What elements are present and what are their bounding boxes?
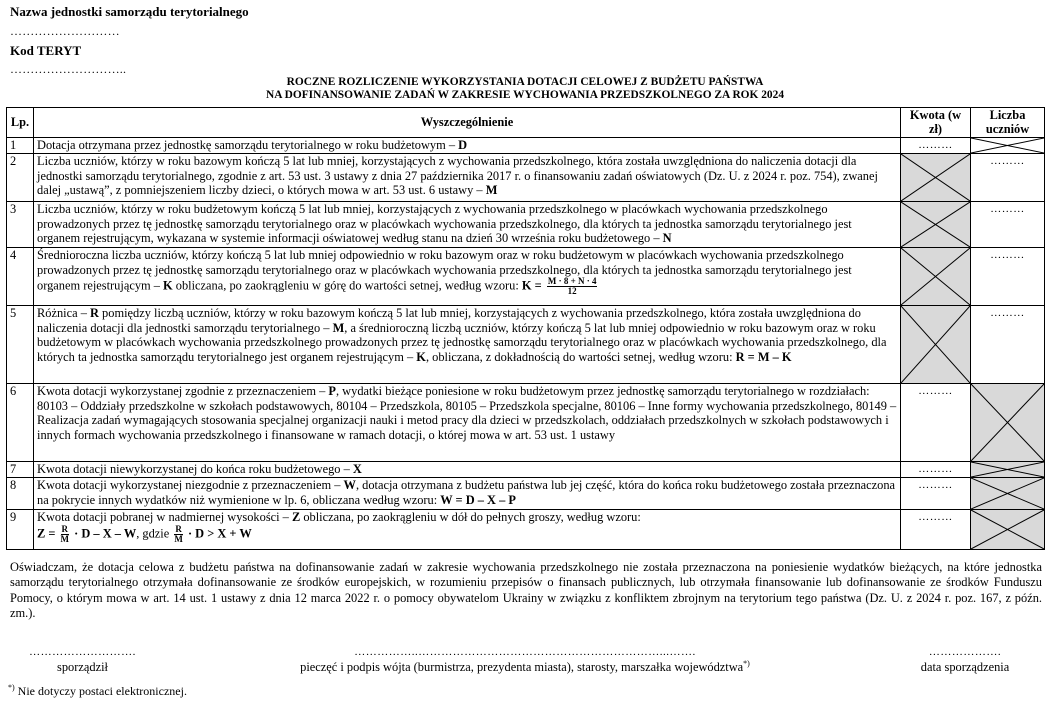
row-lp: 5 xyxy=(7,306,34,384)
table-row xyxy=(7,384,1045,462)
table-header-row xyxy=(7,108,1045,138)
crossed-out-cell xyxy=(901,248,971,306)
date-block xyxy=(905,645,1025,674)
footnote: *) Nie dotyczy postaci elektronicznej. xyxy=(8,683,187,698)
row-lp: 2 xyxy=(7,154,34,202)
col-desc-header: Wyszczególnienie xyxy=(34,108,901,138)
table-row xyxy=(7,138,1045,154)
count-field[interactable]: ……… xyxy=(971,202,1045,248)
date-label: data sporządzenia xyxy=(920,659,1010,674)
amount-field[interactable]: ……… xyxy=(901,478,971,510)
crossed-out-cell xyxy=(901,154,971,202)
table-row xyxy=(7,248,1045,306)
amount-field[interactable]: ……… xyxy=(901,462,971,478)
date-field[interactable]: ………………. xyxy=(928,646,1002,658)
row-lp: 7 xyxy=(7,462,34,478)
row-description: Liczba uczniów, którzy w roku bazowym kończą 5 lat lub mniej, korzystających z wychowania przedszkolnego, która została uwzględniona do naliczenia dotacji dla jednostki samorządu terytorialnego, zgodnie z art. 53 ust. 3 ustawy z dnia 27 października 2017 r. o finansowaniu zadań oświatowych (Dz. U. z 2024 r. poz. 754), zwanej dalej „ustawą”, z pomniejszeniem liczby dzieci, o których mowa w art. 53 ust. 6 ustawy – M xyxy=(34,154,901,202)
amount-field[interactable]: ……… xyxy=(901,138,971,154)
crossed-out-cell xyxy=(901,306,971,384)
col-lp-header: Lp. xyxy=(7,108,34,138)
table-row xyxy=(7,478,1045,510)
unit-name-field[interactable]: ……………………… xyxy=(10,24,120,38)
teryt-field[interactable]: ……………………….. xyxy=(10,62,127,76)
signature-block xyxy=(270,645,780,674)
row-lp: 9 xyxy=(7,510,34,550)
row-description: Kwota dotacji wykorzystanej zgodnie z przeznaczeniem – P, wydatki bieżące poniesione w roku budżetowym przez jednostkę samorządu terytorialnego w rozdziałach: 80103 – Oddziały przedszkolne w szkołach podstawowych, 80104 – Przedszkola, 80105 – Przedszkola specjalne, 80106 – Inne formy wychowania przedszkolnego, 80149 – Realizacja zadań wymagających stosowania specjalnej organizacji nauki i metod pracy dla dzieci w przedszkolach, oddziałach przedszkolnych w szkołach podstawowych i innych formach wychowania przedszkolnego i finansowane w ramach dotacji, o której mowa w art. 53 ust. 1 ustawy xyxy=(34,384,901,462)
row-lp: 8 xyxy=(7,478,34,510)
prepared-by-field[interactable]: ………………………. xyxy=(29,646,136,658)
table-row xyxy=(7,462,1045,478)
table-row xyxy=(7,510,1045,550)
formula-fraction: $\frac{R}{M}$ xyxy=(174,523,183,544)
table-row xyxy=(7,306,1045,384)
row-lp: 3 xyxy=(7,202,34,248)
row-lp: 1 xyxy=(7,138,34,154)
signature-field[interactable]: ……………..………………………………………………………...……. xyxy=(354,646,696,658)
form-title-line1: ROCZNE ROZLICZENIE WYKORZYSTANIA DOTACJI CELOWEJ Z BUDŻETU PAŃSTWA xyxy=(286,76,764,88)
table-row xyxy=(7,154,1045,202)
crossed-out-cell xyxy=(901,202,971,248)
count-field[interactable]: ……… xyxy=(971,306,1045,384)
row-description: Różnica – R pomiędzy liczbą uczniów, którzy w roku bazowym kończą 5 lat lub mniej, korzystających z wychowania przedszkolnego, która została uwzględniona do naliczenia dotacji dla jednostki samorządu terytorialnego – M, a średnioroczną liczbą uczniów, którzy kończą 5 lat lub mniej odpowiednio w roku bazowym oraz w roku budżetowym w placówkach wychowania przedszkolnego prowadzonych przez tę jednostkę samorządu terytorialnego oraz w placówkach wychowania przedszkolnego, dla których ta jednostka samorządu terytorialnego jest organem rejestrującym – K, obliczana, z dokładnością do wartości setnej, według wzoru: R = M – K xyxy=(34,306,901,384)
amount-field[interactable]: ……… xyxy=(901,510,971,550)
prepared-by-block xyxy=(20,645,145,674)
form-title-line2: NA DOFINANSOWANIE ZADAŃ W ZAKRESIE WYCHOWANIA PRZEDSZKOLNEGO ZA ROK 2024 xyxy=(265,89,785,101)
declaration-text: Oświadczam, że dotacja celowa z budżetu państwa na dofinansowanie zadań w zakresie wychowania przedszkolnego nie została przeznaczona na poniesienie wydatków bieżących, na które jednostka samorządu terytorialnego otrzymała dofinansowanie ze środków europejskich, w rozumieniu przepisów o finansach publicznych, lub otrzymała finansowanie lub dofinansowanie ze środków Funduszu Pomocy, o którym mowa w art. 14 ust. 1 ustawy z dnia 12 marca 2022 r. o pomocy obywatelom Ukrainy w związku z konfliktem zbrojnym na terytorium tego państwa (Dz. U. z 2024 r. poz. 167, z późn. zm.). xyxy=(10,560,1042,621)
count-field[interactable]: ……… xyxy=(971,248,1045,306)
crossed-out-cell xyxy=(971,138,1045,154)
amount-field[interactable]: ……… xyxy=(901,384,971,462)
crossed-out-cell xyxy=(971,462,1045,478)
col-count-header: Liczba uczniów xyxy=(971,108,1045,138)
teryt-label: Kod TERYT xyxy=(10,43,82,58)
unit-name-label: Nazwa jednostki samorządu terytorialnego xyxy=(10,4,249,19)
crossed-out-cell xyxy=(971,478,1045,510)
crossed-out-cell xyxy=(971,510,1045,550)
formula-fraction: $\frac{R}{M}$ xyxy=(60,523,70,544)
row-lp: 6 xyxy=(7,384,34,462)
row-description: Kwota dotacji pobranej w nadmiernej wysokości – Z obliczana, po zaokrągleniu w dół do pełnych groszy, według wzoru: Z = $\frac{R}{M}$ · D – X – W, gdzie $\frac{R}{M}$ · D > X + W xyxy=(34,510,901,550)
col-amount-header: Kwota (w zł) xyxy=(901,108,971,138)
formula-fraction: $\frac{M \cdot 8 + N \cdot 4}{12}$ xyxy=(547,276,597,297)
row-description: Kwota dotacji niewykorzystanej do końca roku budżetowego – X xyxy=(34,462,901,478)
table-row xyxy=(7,202,1045,248)
row-description: Liczba uczniów, którzy w roku budżetowym kończą 5 lat lub mniej, korzystających z wychowania przedszkolnego w placówkach wychowania przedszkolnego prowadzonych przez tę jednostkę samorządu terytorialnego oraz w placówkach wychowania przedszkolnego, dla których ta jednostka samorządu terytorialnego jest organem rejestrującym, wykazana w systemie informacji oświatowej według stanu na dzień 30 września roku budżetowego – N xyxy=(34,202,901,248)
signature-label: pieczęć i podpis wójta (burmistrza, prezydenta miasta), starosty, marszałka województwa*) xyxy=(300,658,750,674)
row-description: Dotacja otrzymana przez jednostkę samorządu terytorialnego w roku budżetowym – D xyxy=(34,138,901,154)
crossed-out-cell xyxy=(971,384,1045,462)
settlement-table xyxy=(6,107,1045,550)
prepared-by-label: sporządził xyxy=(57,659,108,674)
row-description: Kwota dotacji wykorzystanej niezgodnie z przeznaczeniem – W, dotacja otrzymana z budżetu państwa lub jej część, która do końca roku budżetowego została przeznaczona na pokrycie innych wydatków niż wymienione w lp. 6, obliczana według wzoru: W = D – X – P xyxy=(34,478,901,510)
row-lp: 4 xyxy=(7,248,34,306)
count-field[interactable]: ……… xyxy=(971,154,1045,202)
row-description: Średnioroczna liczba uczniów, którzy kończą 5 lat lub mniej odpowiednio w roku bazowym oraz w roku budżetowym w placówkach wychowania przedszkolnego prowadzonych przez tę jednostkę samorządu terytorialnego oraz w placówkach wychowania przedszkolnego, dla których ta jednostka samorządu terytorialnego jest organem rejestrującym – K obliczana, po zaokrągleniu w górę do wartości setnej, według wzoru: K = $\frac{M \cdot 8 + N \cdot 4}{12}$ xyxy=(34,248,901,306)
